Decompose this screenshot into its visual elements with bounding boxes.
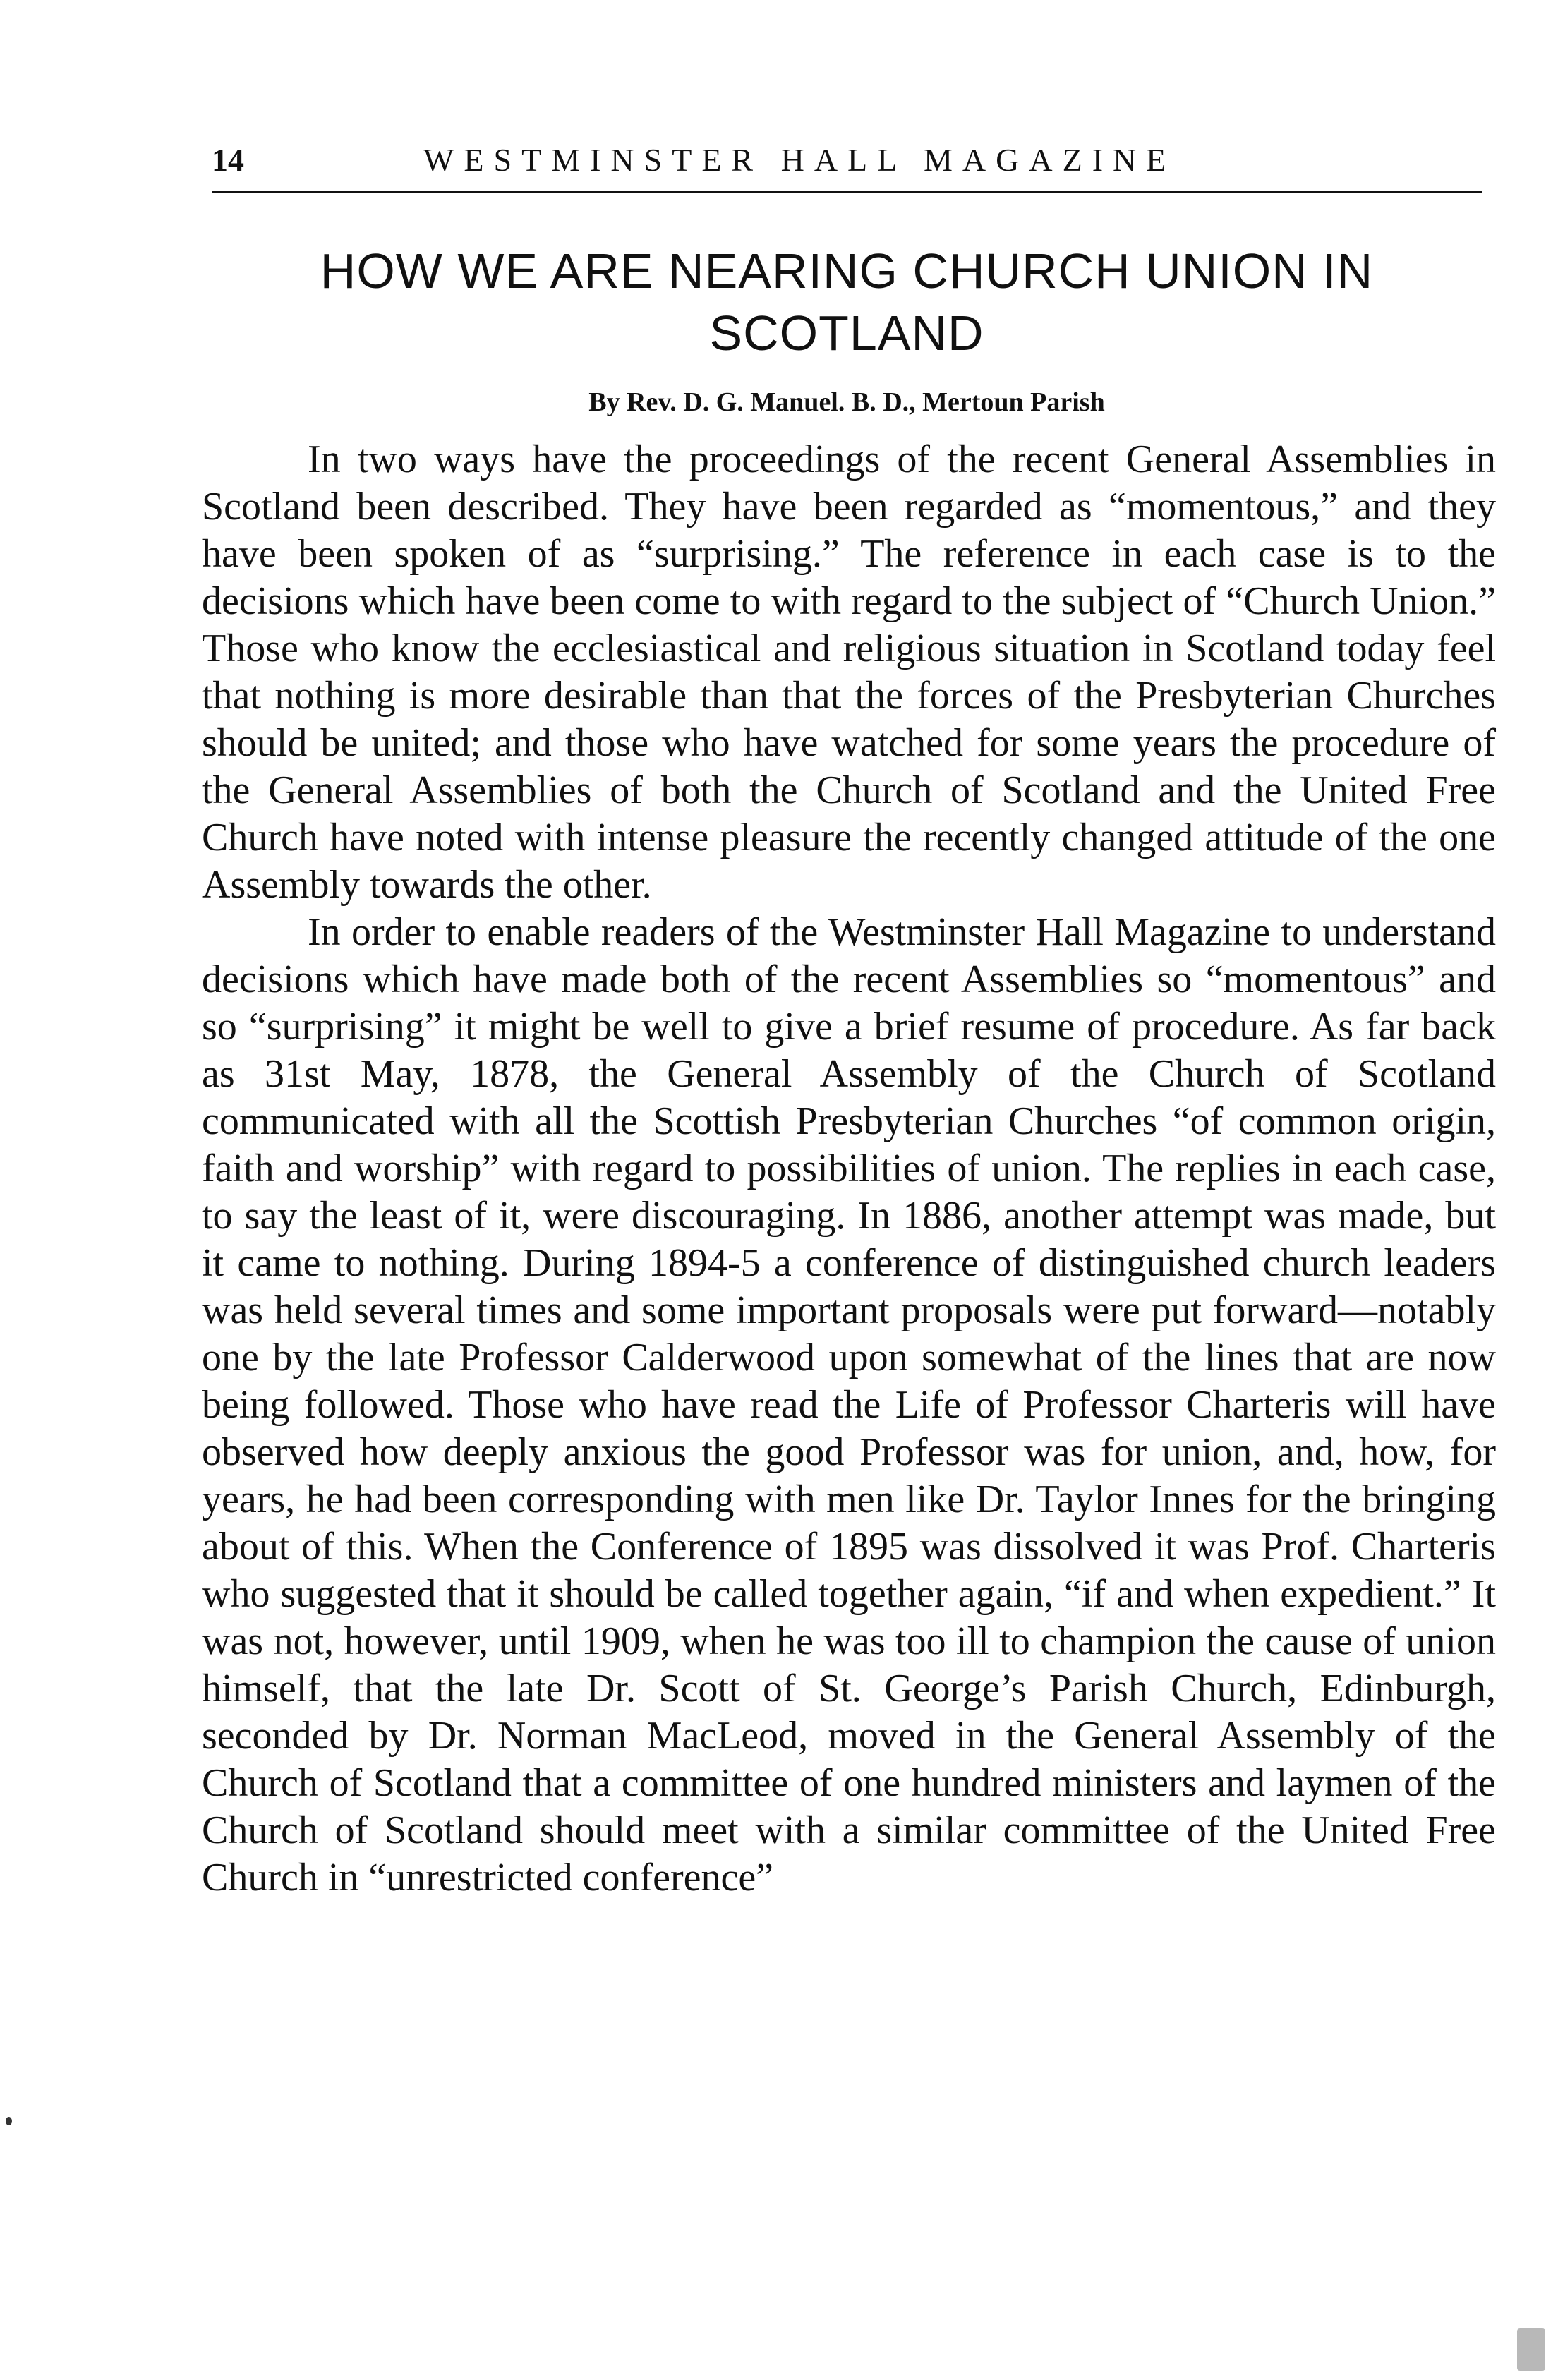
article-body [202, 436, 1496, 1902]
scan-speck [6, 2117, 12, 2125]
running-head [212, 141, 1482, 191]
page-number: 14 [212, 142, 244, 178]
scan-corner-noise [1517, 2328, 1545, 2371]
article-title: HOW WE ARE NEARING CHURCH UNION IN SCOTLAND [320, 243, 1374, 361]
paragraph-2: In order to enable readers of the Westminster Hall Magazine to understand decisions which have made both of the recent Assemblies so “momentous” and so “surprising” it might be well to give a brief resume of procedure. As far back as 31st May, 1878, the General Assembly of the Church of Scotland communicated with all the Scottish Presbyterian Churches “of common origin, faith and worship” with regard to possibilities of union. The replies in each case, to say the least of it, were discouraging. In 1886, another attempt was made, but it came to nothing. During 1894-5 a conference of distinguished church leaders was held several times and some important proposals were put forward—notably one by the late Professor Calderwood upon somewhat of the lines that are now being followed. Those who have read the Life of Professor Charteris will have observed how deeply anxious the good Professor was for union, and, how, for years, he had been corresponding with men like Dr. Taylor Innes for the bringing about of this. When the Conference of 1895 was dissolved it was Prof. Charteris who suggested that it should be called together again, “if and when expedient.” It was not, however, until 1909, when he was too ill to champion the cause of union himself, that the late Dr. Scott of St. George’s Parish Church, Edinburgh, seconded by Dr. Norman MacLeod, moved in the General Assembly of the Church of Scotland that a committee of one hundred ministers and laymen of the Church of Scotland should meet with a similar committee of the United Free Church in “unrestricted conference” [202, 910, 1496, 1899]
magazine-title: WESTMINSTER HALL MAGAZINE [423, 142, 1176, 178]
article-byline: By Rev. D. G. Manuel. B. D., Mertoun Parish [588, 387, 1105, 417]
paragraph-1: In two ways have the proceedings of the recent General Assemblies in Scotland been described. They have been regarded as “momentous,” and they have been spoken of as “surprising.” The reference in each case is to the decisions which have been come to with regard to the subject of “Church Union.” Those who know the ecclesiastical and religious situation in Scotland today feel that nothing is more desirable than that the forces of the Presbyterian Churches should be united; and those who have watched for some years the procedure of the General Assemblies of both the Church of Scotland and the United Free Church have noted with intense pleasure the recently changed attitude of the one Assembly towards the other. [202, 437, 1496, 907]
header-rule [212, 191, 1482, 193]
